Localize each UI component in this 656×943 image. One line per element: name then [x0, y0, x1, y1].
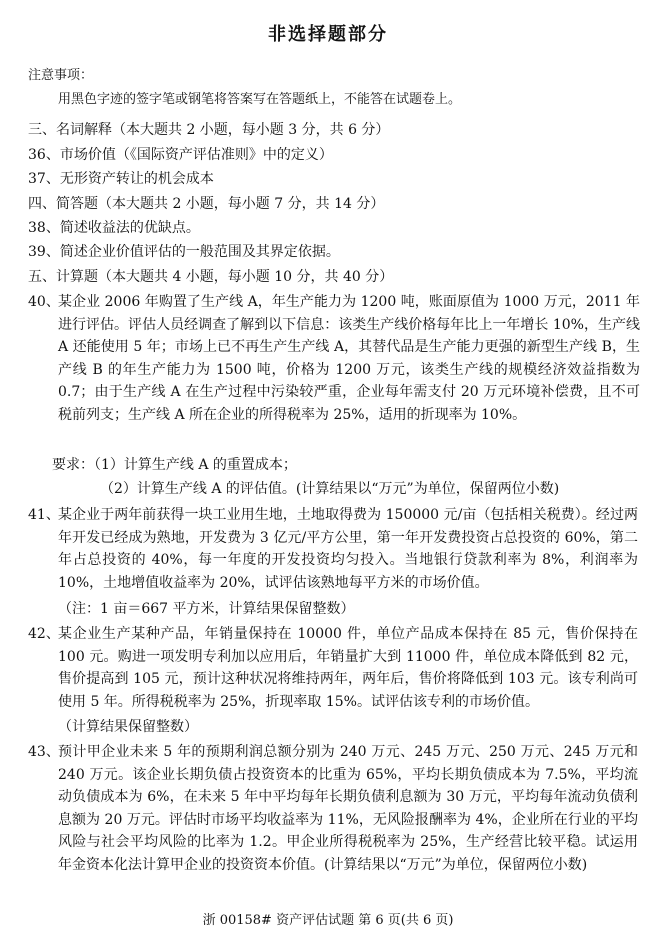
section-4-heading: 四、简答题（本大题共 2 小题，每小题 7 分，共 14 分）	[28, 196, 385, 212]
section-3-heading: 三、名词解释（本大题共 2 小题，每小题 3 分，共 6 分）	[28, 122, 390, 138]
question-40-text: 某企业 2006 年购置了生产线 A，年生产能力为 1200 吨，账面原值为 1000 万元，2011 年进行评估。评估人员经调查了解到以下信息：该类生产线价格每年比上一年增长 10%，生产线 A 还能使用 5 年；市场上已不再生产生产线 A，其替代品是生产能力更强的新型生产线 B，生产线 B 的年生产能力为 1500 吨，价格为 1200 万元，该类生产线的规模经济效益指数为 0.7；由于生产线 A 在生产过程中污染较严重，企业每年需支付 20 万元环境补偿费，且不可税前列支；生产线 A 所在企业的所得税率为 25%，适用的折现率为 10%。	[58, 294, 640, 423]
question-41-note: （注：1 亩＝667 平方米，计算结果保留整数）	[58, 601, 355, 617]
question-41-number: 41、	[28, 507, 60, 523]
question-42-note: （计算结果保留整数）	[58, 719, 198, 735]
question-39: 39、简述企业价值评估的一般范围及其界定依据。	[28, 244, 340, 260]
question-36: 36、市场价值（《国际资产评估准则》中的定义）	[28, 147, 333, 163]
page-footer: 浙 00158# 资产评估试题 第 6 页(共 6 页)	[202, 913, 454, 928]
question-37: 37、无形资产转让的机会成本	[28, 171, 214, 187]
notice-text: 用黑色字迹的签字笔或钢笔将答案写在答题纸上，不能答在试题卷上。	[58, 92, 462, 107]
notice-label: 注意事项：	[28, 68, 94, 83]
question-42-number: 42、	[28, 626, 60, 642]
page-title: 非选择题部分	[268, 24, 388, 45]
question-38: 38、简述收益法的优缺点。	[28, 220, 200, 236]
question-43-number: 43、	[28, 744, 60, 760]
section-5-heading: 五、计算题（本大题共 4 小题，每小题 10 分，共 40 分）	[28, 269, 394, 285]
question-40-requirement-2: （2）计算生产线 A 的评估值。(计算结果以“万元”为单位，保留两位小数)	[100, 481, 560, 497]
question-42-text: 某企业生产某种产品，年销量保持在 10000 件，单位产品成本保持在 85 元，售价保持在 100 元。购进一项发明专利加以应用后，年销量扩大到 11000 件，单位成本降低到 82 元，售价提高到 105 元，预计这种状况将维持两年，两年后，售价将降低到 103 元。该专利尚可使用 5 年。所得税税率为 25%，折现率取 15%。试评估该专利的市场价值。	[58, 626, 638, 710]
question-40-requirement-1: 要求：（1）计算生产线 A 的重置成本；	[52, 457, 297, 473]
question-43-text: 预计甲企业未来 5 年的预期利润总额分别为 240 万元、245 万元、250 万元、245 万元和 240 万元。该企业长期负债占投资资本的比重为 65%，平均长期负债成本为 7.5%，平均流动负债成本为 6%，在未来 5 年中平均每年长期负债利息额为 30 万元，平均每年流动负债利息额为 20 万元。评估时市场平均收益率为 11%，无风险报酬率为 4%，企业所在行业的平均风险与社会平均风险的比率为 1.2。甲企业所得税税率为 25%，生产经营比较平稳。试运用年金资本化法计算甲企业的投资资本价值。(计算结果以“万元”为单位，保留两位小数)	[58, 744, 638, 873]
question-41-text: 某企业于两年前获得一块工业用生地，土地取得费为 150000 元/亩（包括相关税费）。经过两年开发已经成为熟地，开发费为 3 亿元/平方公里，第一年开发费投资占总投资的 60%，第二年占总投资的 40%，每一年度的开发投资均匀投入。当地银行贷款利率为 8%，利润率为 10%，土地增值收益率为 20%，试评估该熟地每平方米的市场价值。	[58, 507, 638, 591]
question-40-number: 40、	[28, 294, 60, 310]
